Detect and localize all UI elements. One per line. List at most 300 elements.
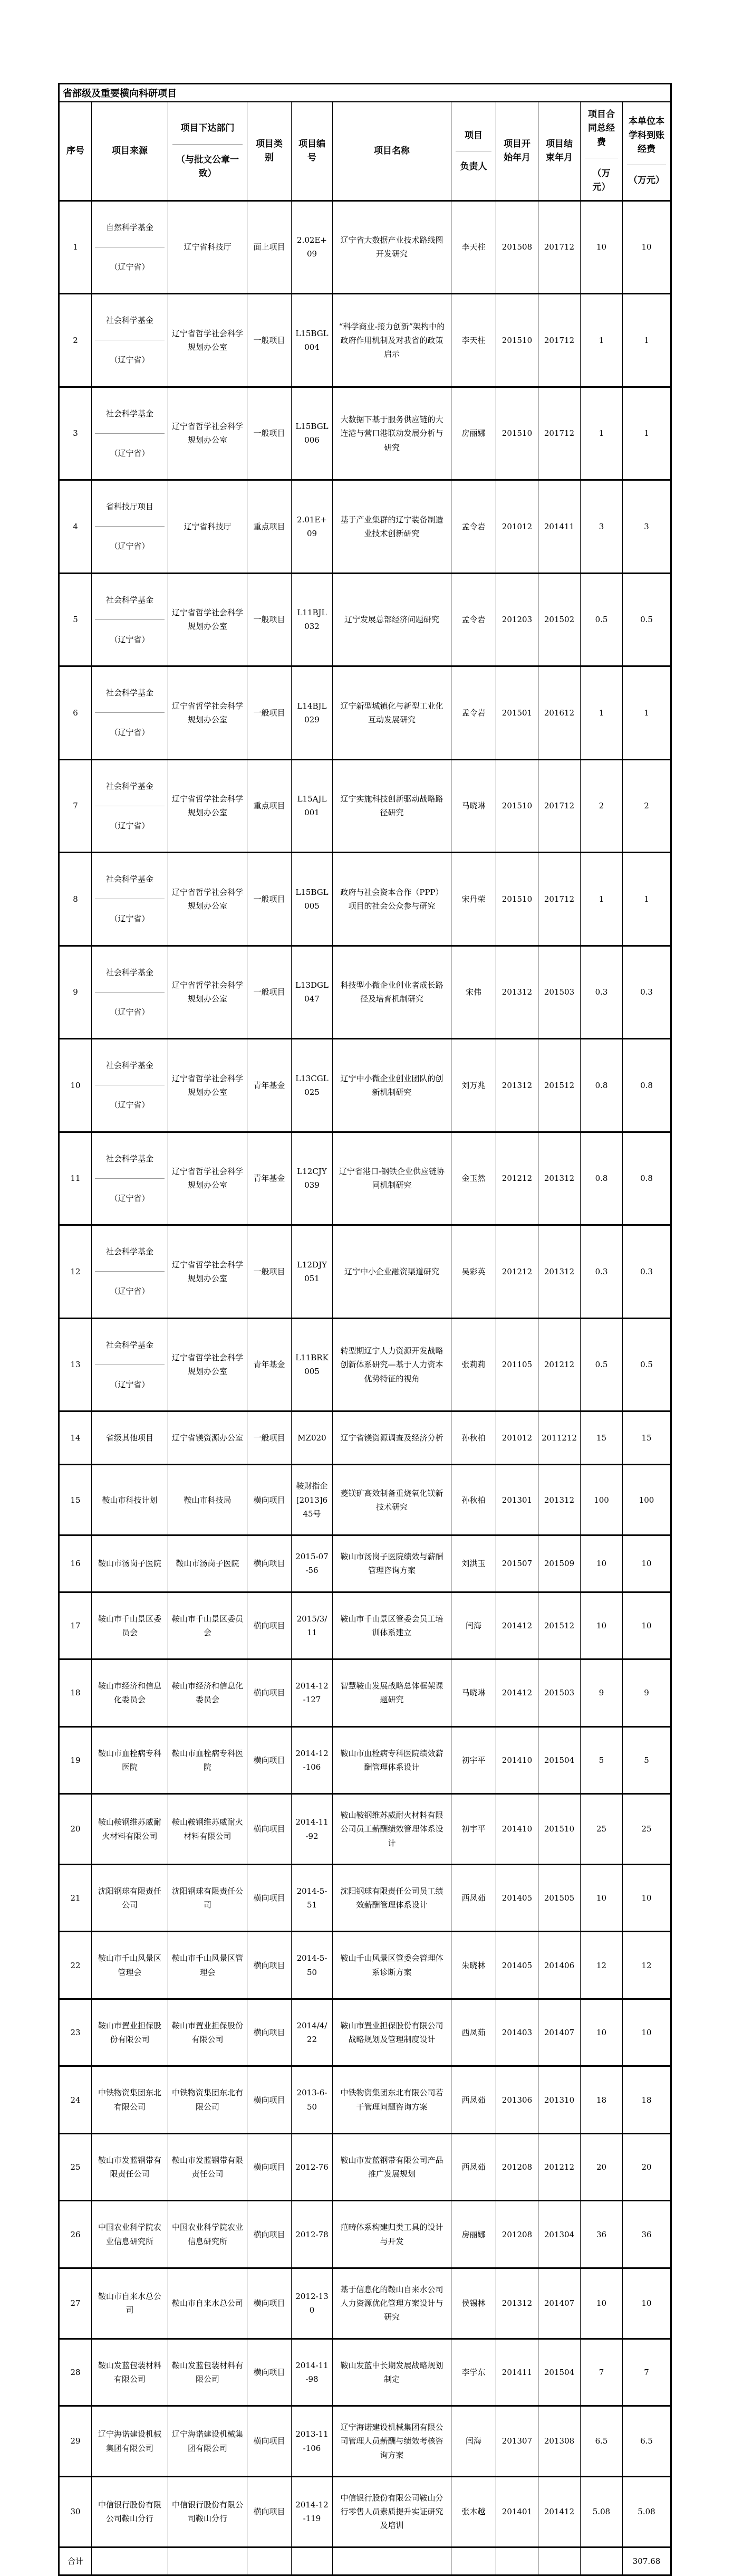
cell-total-fund: 3 [581, 480, 623, 574]
cell-dept: 鞍山市千山风景区管理会 [168, 1932, 247, 1999]
cell-source-divider [95, 992, 165, 993]
cell-seq: 20 [59, 1794, 92, 1865]
page-title: 省部级及重要横向科研项目 [59, 84, 671, 102]
cell-source [92, 2476, 168, 2547]
cell-source [92, 480, 168, 574]
cell-source-divider [95, 1178, 165, 1179]
cell-source-main: 鞍山市科技计划 [102, 1495, 158, 1505]
cell-leader: 朱晓林 [451, 1932, 496, 1999]
footer-empty-source [92, 2547, 168, 2575]
cell-source-main: 社会科学基金 [105, 595, 153, 605]
header-leader-sub: 负责人 [460, 161, 487, 172]
header-total-main: 项目合同总经费 [588, 109, 615, 148]
cell-dept: 辽宁省哲学社会科学规划办公室 [168, 294, 247, 387]
cell-category: 横向项目 [247, 1864, 292, 1932]
cell-dept: 鞍山市千山景区委员会 [168, 1592, 247, 1659]
cell-total-fund: 6.5 [581, 2406, 623, 2477]
cell-dept: 鞍山鞍钢维苏威耐火材料有限公司 [168, 1794, 247, 1865]
cell-leader: 张本越 [451, 2476, 496, 2547]
cell-source [92, 2066, 168, 2134]
cell-source-main: 鞍山市血栓病专科医院 [98, 1748, 161, 1772]
cell-received-fund: 0.5 [623, 573, 671, 666]
cell-seq: 7 [59, 759, 92, 853]
cell-code: 2014-11-98 [292, 2339, 333, 2406]
cell-total-fund: 1 [581, 853, 623, 946]
cell-project-name: 鞍山发蓝中长期发展战略规划制定 [333, 2339, 451, 2406]
cell-source [92, 1864, 168, 1932]
cell-code: 2012-76 [292, 2133, 333, 2201]
cell-end-date: 201502 [538, 573, 581, 666]
cell-start-date: 201412 [496, 1592, 538, 1659]
cell-category: 一般项目 [247, 1225, 292, 1319]
cell-source [92, 1659, 168, 1727]
cell-project-name: 辽宁海诺建设机械集团有限公司管理人员薪酬与绩效考核咨询方案 [333, 2406, 451, 2477]
cell-seq: 26 [59, 2201, 92, 2268]
cell-project-name: 菱镁矿高效制备重烧氧化镁新技术研究 [333, 1465, 451, 1535]
table-row [59, 1132, 671, 1225]
cell-category: 一般项目 [247, 387, 292, 480]
cell-source-sub: （辽宁省） [110, 1193, 150, 1203]
cell-received-fund: 1 [623, 387, 671, 480]
header-total [581, 102, 623, 201]
cell-category: 横向项目 [247, 2339, 292, 2406]
cell-seq: 25 [59, 2133, 92, 2201]
cell-seq: 15 [59, 1465, 92, 1535]
cell-source-sub: （辽宁省） [110, 728, 150, 738]
cell-project-name: 转型期辽宁人力资源开发战略创新体系研究—基于人力资本优势特征的视角 [333, 1318, 451, 1411]
cell-received-fund: 20 [623, 2133, 671, 2201]
cell-project-name: 政府与社会资本合作（PPP）项目的社会公众参与研究 [333, 853, 451, 946]
cell-leader: 房丽娜 [451, 387, 496, 480]
cell-dept: 鞍山市置业担保股份有限公司 [168, 1999, 247, 2066]
cell-end-date: 201308 [538, 2406, 581, 2477]
cell-source-main: 中信银行股份有限公司鞍山分行 [98, 2500, 161, 2524]
cell-leader: 金玉然 [451, 1132, 496, 1225]
cell-end-date: 201411 [538, 480, 581, 574]
cell-source [92, 294, 168, 387]
header-received-main: 本单位本学科到账经费 [629, 116, 664, 155]
cell-code: 2.02E+09 [292, 201, 333, 294]
cell-received-fund: 10 [623, 2268, 671, 2339]
footer-empty-start [496, 2547, 538, 2575]
cell-seq: 11 [59, 1132, 92, 1225]
cell-total-fund: 0.5 [581, 1318, 623, 1411]
table-row [59, 2133, 671, 2201]
cell-start-date: 201306 [496, 2066, 538, 2134]
cell-end-date: 201504 [538, 2339, 581, 2406]
cell-seq: 13 [59, 1318, 92, 1411]
cell-source-sub: （辽宁省） [110, 1379, 150, 1389]
cell-start-date: 201012 [496, 1411, 538, 1465]
cell-received-fund: 10 [623, 1864, 671, 1932]
cell-start-date: 201401 [496, 2476, 538, 2547]
cell-total-fund: 18 [581, 2066, 623, 2134]
cell-code: L12DJY051 [292, 1225, 333, 1319]
cell-start-date: 201510 [496, 387, 538, 480]
table-body [59, 201, 671, 2547]
cell-leader: 李学东 [451, 2339, 496, 2406]
cell-source [92, 946, 168, 1039]
projects-sheet [58, 83, 670, 2576]
cell-category: 青年基金 [247, 1039, 292, 1132]
cell-source [92, 1535, 168, 1592]
cell-source-main: 辽宁海诺建设机械集团有限公司 [98, 2429, 161, 2453]
cell-project-name: 辽宁省港口-钢铁企业供应链协同机制研究 [333, 1132, 451, 1225]
cell-seq: 16 [59, 1535, 92, 1592]
cell-received-fund: 0.8 [623, 1132, 671, 1225]
cell-code: L15BGL005 [292, 853, 333, 946]
cell-code: 2014-12-127 [292, 1659, 333, 1727]
header-category: 项目类别 [247, 102, 292, 201]
cell-total-fund: 9 [581, 1659, 623, 1727]
cell-source-sub: （辽宁省） [110, 355, 150, 365]
table-row [59, 1465, 671, 1535]
cell-start-date: 201410 [496, 1726, 538, 1794]
cell-start-date: 201510 [496, 853, 538, 946]
table-row [59, 1225, 671, 1319]
cell-source [92, 1411, 168, 1465]
cell-total-fund: 100 [581, 1465, 623, 1535]
cell-category: 横向项目 [247, 1932, 292, 1999]
cell-dept: 中信银行股份有限公司鞍山分行 [168, 2476, 247, 2547]
header-dept-main: 项目下达部门 [180, 123, 235, 134]
cell-end-date: 201212 [538, 2133, 581, 2201]
cell-category: 横向项目 [247, 2133, 292, 2201]
cell-start-date: 201203 [496, 573, 538, 666]
cell-source-sub: （辽宁省） [110, 541, 150, 551]
cell-total-fund: 1 [581, 387, 623, 480]
cell-source-main: 自然科学基金 [105, 222, 153, 232]
cell-start-date: 201307 [496, 2406, 538, 2477]
cell-total-fund: 1 [581, 666, 623, 760]
cell-category: 面上项目 [247, 201, 292, 294]
cell-start-date: 201312 [496, 946, 538, 1039]
cell-received-fund: 18 [623, 2066, 671, 2134]
header-dept-divider [172, 144, 243, 145]
cell-project-name: “科学商业-接力创新”架构中的政府作用机制及对我省的政策启示 [333, 294, 451, 387]
cell-received-fund: 10 [623, 1592, 671, 1659]
table-row [59, 1659, 671, 1727]
cell-source-main: 社会科学基金 [105, 1247, 153, 1257]
cell-code: 2014-12-119 [292, 2476, 333, 2547]
cell-category: 一般项目 [247, 1411, 292, 1465]
cell-project-name: 基于信息化的鞍山自来水公司人力资源优化管理方案设计与研究 [333, 2268, 451, 2339]
cell-source-sub: （辽宁省） [110, 1100, 150, 1110]
cell-received-fund: 1 [623, 294, 671, 387]
cell-received-fund: 5 [623, 1726, 671, 1794]
header-source: 项目来源 [92, 102, 168, 201]
cell-received-fund: 6.5 [623, 2406, 671, 2477]
cell-code: 2014/4/22 [292, 1999, 333, 2066]
cell-category: 青年基金 [247, 1318, 292, 1411]
cell-start-date: 201012 [496, 480, 538, 574]
table-row [59, 2476, 671, 2547]
cell-end-date: 201503 [538, 946, 581, 1039]
cell-source [92, 1726, 168, 1794]
cell-seq: 21 [59, 1864, 92, 1932]
cell-source [92, 2133, 168, 2201]
cell-source-main: 鞍山市千山风景区管理会 [98, 1953, 161, 1977]
cell-source [92, 2268, 168, 2339]
header-dept-sub: （与批文公章一致） [176, 154, 239, 179]
cell-end-date: 201612 [538, 666, 581, 760]
cell-start-date: 201501 [496, 666, 538, 760]
cell-start-date: 201410 [496, 1794, 538, 1865]
header-leader [451, 102, 496, 201]
cell-start-date: 201301 [496, 1465, 538, 1535]
cell-dept: 辽宁省科技厅 [168, 201, 247, 294]
cell-project-name: 辽宁发展总部经济问题研究 [333, 573, 451, 666]
cell-leader: 初宇平 [451, 1794, 496, 1865]
cell-code: L14BJL029 [292, 666, 333, 760]
cell-total-fund: 36 [581, 2201, 623, 2268]
cell-end-date: 201505 [538, 1864, 581, 1932]
cell-leader: 孟令岩 [451, 573, 496, 666]
cell-end-date: 201512 [538, 1039, 581, 1132]
cell-source-sub: （辽宁省） [110, 448, 150, 458]
cell-project-name: 鞍山市血栓病专科医院绩效薪酬管理体系设计 [333, 1726, 451, 1794]
footer-received-total: 307.68 [623, 2547, 671, 2575]
cell-received-fund: 5.08 [623, 2476, 671, 2547]
cell-start-date: 201508 [496, 201, 538, 294]
cell-received-fund: 25 [623, 1794, 671, 1865]
cell-leader: 孙秋柏 [451, 1411, 496, 1465]
cell-dept: 中国农业科学院农业信息研究所 [168, 2201, 247, 2268]
cell-leader: 张莉莉 [451, 1318, 496, 1411]
cell-code: 2014-11-92 [292, 1794, 333, 1865]
cell-start-date: 201412 [496, 1659, 538, 1727]
cell-leader: 侯锡林 [451, 2268, 496, 2339]
cell-project-name: 鞍山市汤岗子医院绩效与薪酬管理咨询方案 [333, 1535, 451, 1592]
cell-category: 横向项目 [247, 1592, 292, 1659]
header-name: 项目名称 [333, 102, 451, 201]
cell-source [92, 1465, 168, 1535]
header-start: 项目开始年月 [496, 102, 538, 201]
cell-leader: 初宇平 [451, 1726, 496, 1794]
cell-source-divider [95, 433, 165, 434]
cell-project-name: 智慧鞍山发展战略总体框架课题研究 [333, 1659, 451, 1727]
cell-code: 2014-5-50 [292, 1932, 333, 1999]
table-row [59, 1411, 671, 1465]
cell-source [92, 1039, 168, 1132]
cell-category: 横向项目 [247, 1726, 292, 1794]
cell-category: 一般项目 [247, 946, 292, 1039]
cell-received-fund: 3 [623, 480, 671, 574]
cell-seq: 18 [59, 1659, 92, 1727]
cell-source [92, 387, 168, 480]
cell-code: L11BJL032 [292, 573, 333, 666]
cell-leader: 西凤茹 [451, 2066, 496, 2134]
cell-total-fund: 12 [581, 1932, 623, 1999]
cell-total-fund: 15 [581, 1411, 623, 1465]
cell-project-name: 辽宁新型城镇化与新型工业化互动发展研究 [333, 666, 451, 760]
cell-category: 一般项目 [247, 853, 292, 946]
header-leader-main: 项目 [465, 130, 483, 141]
cell-project-name: 鞍山市发蓝钢带有限公司产品推广发展规划 [333, 2133, 451, 2201]
header-received [623, 102, 671, 201]
footer-empty-name [333, 2547, 451, 2575]
cell-project-name: 辽宁中小微企业创业团队的创新机制研究 [333, 1039, 451, 1132]
cell-end-date: 201503 [538, 1659, 581, 1727]
cell-category: 横向项目 [247, 1659, 292, 1727]
cell-source [92, 1932, 168, 1999]
cell-source-main: 鞍山市自来水总公司 [98, 2292, 161, 2315]
cell-project-name: 科技型小微企业创业者成长路径及培育机制研究 [333, 946, 451, 1039]
cell-leader: 宋伟 [451, 946, 496, 1039]
table-row [59, 1794, 671, 1865]
footer-label: 合计 [59, 2547, 92, 2575]
cell-seq: 24 [59, 2066, 92, 2134]
cell-total-fund: 0.8 [581, 1039, 623, 1132]
cell-total-fund: 10 [581, 1999, 623, 2066]
cell-source-main: 社会科学基金 [105, 316, 153, 326]
table-row [59, 1039, 671, 1132]
table-row [59, 666, 671, 760]
cell-code: 2014-5-51 [292, 1864, 333, 1932]
cell-project-name: 鞍山千山风景区管委会管理体系诊断方案 [333, 1932, 451, 1999]
cell-seq: 28 [59, 2339, 92, 2406]
cell-start-date: 201312 [496, 1039, 538, 1132]
cell-seq: 2 [59, 294, 92, 387]
cell-received-fund: 10 [623, 1999, 671, 2066]
cell-leader: 李天柱 [451, 201, 496, 294]
cell-leader: 孟令岩 [451, 480, 496, 574]
cell-end-date: 201712 [538, 759, 581, 853]
cell-seq: 29 [59, 2406, 92, 2477]
cell-seq: 23 [59, 1999, 92, 2066]
cell-end-date: 201312 [538, 1225, 581, 1319]
cell-received-fund: 12 [623, 1932, 671, 1999]
cell-source [92, 1794, 168, 1865]
cell-seq: 22 [59, 1932, 92, 1999]
table-row [59, 1592, 671, 1659]
cell-source [92, 759, 168, 853]
cell-received-fund: 0.5 [623, 1318, 671, 1411]
header-received-unit: （万元） [629, 175, 664, 186]
cell-category: 横向项目 [247, 2066, 292, 2134]
table-row [59, 2339, 671, 2406]
cell-seq: 30 [59, 2476, 92, 2547]
cell-source [92, 1592, 168, 1659]
cell-code: L15AJL001 [292, 759, 333, 853]
cell-seq: 6 [59, 666, 92, 760]
cell-total-fund: 25 [581, 1794, 623, 1865]
cell-code: 鞍财指企[2013]645号 [292, 1465, 333, 1535]
cell-project-name: 鞍山市置业担保股份有限公司战略规划及管理制度设计 [333, 1999, 451, 2066]
cell-dept: 辽宁省哲学社会科学规划办公室 [168, 1039, 247, 1132]
cell-dept: 鞍山市经济和信息化委员会 [168, 1659, 247, 1727]
cell-source [92, 666, 168, 760]
cell-leader: 孙秋柏 [451, 1465, 496, 1535]
cell-source-divider [95, 712, 165, 713]
table-row [59, 387, 671, 480]
cell-end-date: 201212 [538, 1318, 581, 1411]
cell-dept: 辽宁省哲学社会科学规划办公室 [168, 387, 247, 480]
cell-source-main: 鞍山市经济和信息化委员会 [98, 1681, 161, 1705]
cell-project-name: 辽宁省大数据产业技术路线图开发研究 [333, 201, 451, 294]
cell-seq: 19 [59, 1726, 92, 1794]
cell-dept: 辽宁省镁资源办公室 [168, 1411, 247, 1465]
cell-source-main: 鞍山市置业担保股份有限公司 [98, 2020, 161, 2045]
cell-total-fund: 0.3 [581, 1225, 623, 1319]
header-dept [168, 102, 247, 201]
cell-source-main: 鞍山鞍钢维苏威耐火材料有限公司 [98, 1817, 161, 1841]
cell-total-fund: 7 [581, 2339, 623, 2406]
cell-source [92, 1225, 168, 1319]
cell-source-divider [95, 526, 165, 527]
cell-category: 重点项目 [247, 759, 292, 853]
table-row [59, 201, 671, 294]
cell-end-date: 201407 [538, 1999, 581, 2066]
cell-total-fund: 2 [581, 759, 623, 853]
cell-source-main: 中国农业科学院农业信息研究所 [98, 2222, 161, 2246]
cell-project-name: 辽宁中小企业融资渠道研究 [333, 1225, 451, 1319]
cell-category: 一般项目 [247, 573, 292, 666]
cell-seq: 10 [59, 1039, 92, 1132]
cell-category: 青年基金 [247, 1132, 292, 1225]
cell-leader: 李天柱 [451, 294, 496, 387]
table-row [59, 946, 671, 1039]
cell-source-sub: （辽宁省） [110, 820, 150, 831]
cell-end-date: 201509 [538, 1535, 581, 1592]
cell-code: L15BGL006 [292, 387, 333, 480]
cell-received-fund: 2 [623, 759, 671, 853]
cell-start-date: 201411 [496, 2339, 538, 2406]
cell-code: L11BRK005 [292, 1318, 333, 1411]
cell-total-fund: 0.8 [581, 1132, 623, 1225]
cell-dept: 辽宁海诺建设机械集团有限公司 [168, 2406, 247, 2477]
cell-seq: 8 [59, 853, 92, 946]
cell-seq: 4 [59, 480, 92, 574]
cell-source-sub: （辽宁省） [110, 1286, 150, 1296]
cell-dept: 辽宁省哲学社会科学规划办公室 [168, 1225, 247, 1319]
cell-end-date: 201406 [538, 1932, 581, 1999]
cell-end-date: 201512 [538, 1592, 581, 1659]
cell-leader: 马晓琳 [451, 1659, 496, 1727]
cell-seq: 14 [59, 1411, 92, 1465]
cell-start-date: 201105 [496, 1318, 538, 1411]
cell-dept: 辽宁省哲学社会科学规划办公室 [168, 573, 247, 666]
cell-dept: 鞍山市发蓝钢带有限责任公司 [168, 2133, 247, 2201]
cell-dept: 中铁物资集团东北有限公司 [168, 2066, 247, 2134]
table-header-row [59, 102, 671, 201]
cell-code: 2012-78 [292, 2201, 333, 2268]
table-footer-row [59, 2547, 671, 2575]
cell-category: 重点项目 [247, 480, 292, 574]
footer-empty-code [292, 2547, 333, 2575]
cell-total-fund: 10 [581, 2268, 623, 2339]
table-row [59, 1535, 671, 1592]
cell-end-date: 201310 [538, 2066, 581, 2134]
cell-code: L13CGL025 [292, 1039, 333, 1132]
cell-total-fund: 0.3 [581, 946, 623, 1039]
cell-project-name: 大数据下基于服务供应链的大连港与营口港联动发展分析与研究 [333, 387, 451, 480]
cell-seq: 17 [59, 1592, 92, 1659]
cell-category: 横向项目 [247, 1999, 292, 2066]
cell-category: 一般项目 [247, 294, 292, 387]
cell-source-main: 社会科学基金 [105, 1340, 153, 1350]
cell-end-date: 201510 [538, 1794, 581, 1865]
cell-dept: 鞍山市科技局 [168, 1465, 247, 1535]
cell-received-fund: 15 [623, 1411, 671, 1465]
cell-source-main: 社会科学基金 [105, 967, 153, 977]
cell-source [92, 573, 168, 666]
cell-received-fund: 1 [623, 853, 671, 946]
cell-project-name: 辽宁实施科技创新驱动战略路径研究 [333, 759, 451, 853]
header-code: 项目编号 [292, 102, 333, 201]
cell-leader: 宋丹荣 [451, 853, 496, 946]
cell-source-main: 鞍山市汤岗子医院 [98, 1559, 161, 1569]
